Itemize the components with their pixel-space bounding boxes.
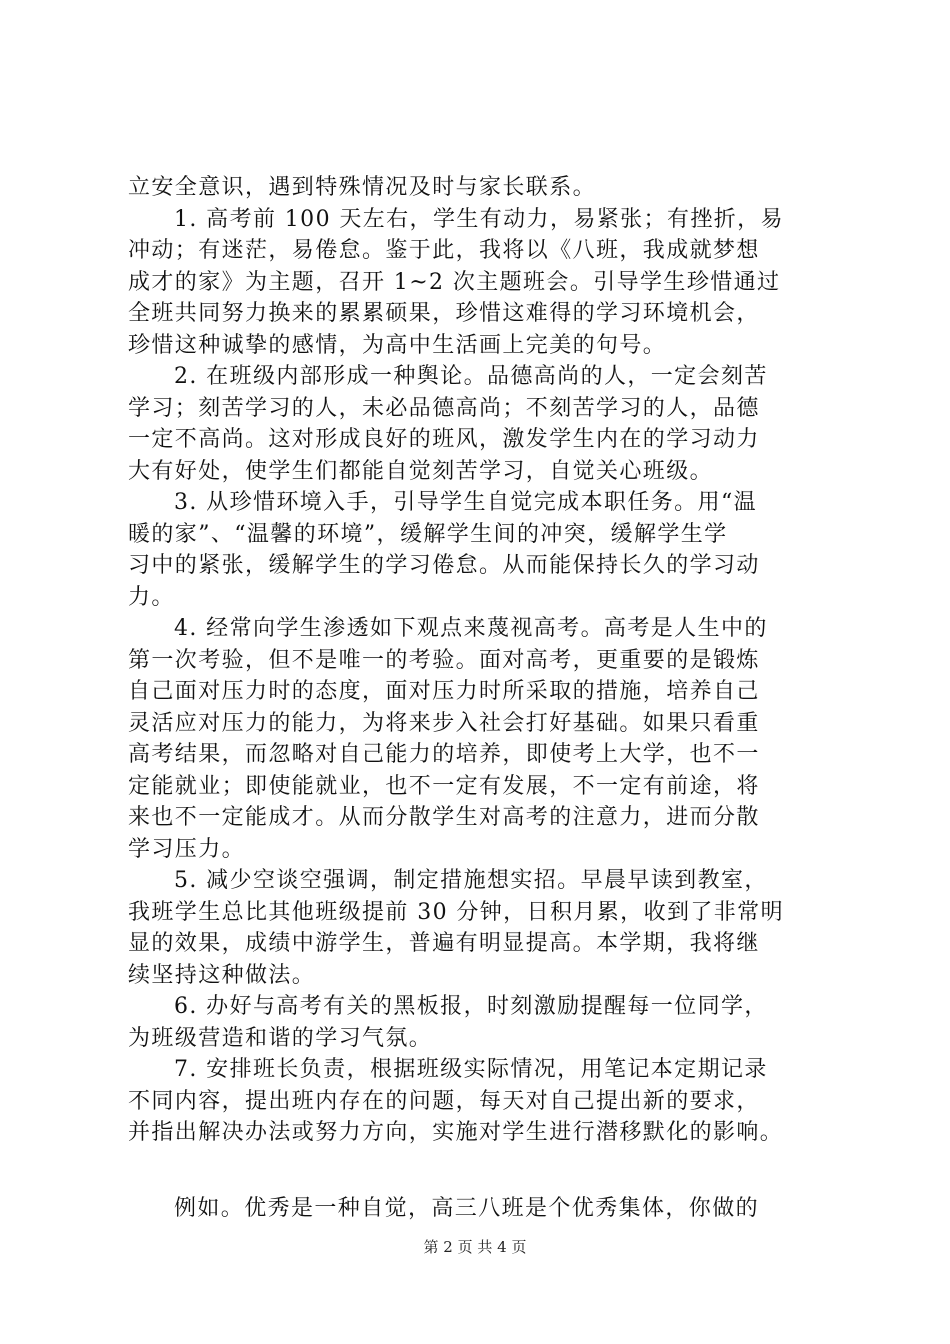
text-line: 冲动；有迷茫，易倦怠。鉴于此，我将以《八班，我成就梦想: [128, 238, 760, 263]
text-line: 高考结果，而忽略对自己能力的培养，即使考上大学，也不一: [128, 742, 760, 767]
text-line: 定能就业；即使能就业，也不一定有发展，不一定有前途，将: [128, 773, 760, 799]
paragraph-3-start: 3. 从珍惜环境入手，引导学生自觉完成本职任务。用“温: [174, 490, 758, 515]
text-line: 一定不高尚。这对形成良好的班风，激发学生内在的学习动力: [128, 427, 760, 452]
paragraph-gap: [128, 1149, 848, 1193]
text-line: 学习；刻苦学习的人，未必品德高尚；不刻苦学习的人，品德: [128, 395, 760, 421]
paragraph-4-start: 4. 经常向学生渗透如下观点来蔑视高考。高考是人生中的: [174, 616, 768, 641]
text-line: 不同内容，提出班内存在的问题，每天对自己提出新的要求，: [128, 1088, 760, 1114]
page-number-footer: 第 2 页 共 4 页: [423, 1238, 527, 1256]
document-body: [128, 172, 848, 1224]
text-line: 自己面对压力时的态度，面对压力时所采取的措施，培养自己: [128, 679, 760, 704]
paragraph-7-start: 7. 安排班长负责，根据班级实际情况，用笔记本定期记录: [174, 1057, 768, 1082]
text-line: 第一次考验，但不是唯一的考验。面对高考，更重要的是锻炼: [128, 647, 760, 673]
text-line: 续坚持这种做法。: [128, 962, 316, 988]
text-line: 力。: [128, 584, 175, 610]
text-line: 学习压力。: [128, 836, 246, 862]
text-line: 珍惜这种诚挚的感情，为高中生活画上完美的句号。: [128, 332, 667, 358]
text-line: 并指出解决办法或努力方向，实施对学生进行潜移默化的影响。: [128, 1120, 784, 1145]
paragraph-example-start: 例如。优秀是一种自觉，高三八班是个优秀集体，你做的: [174, 1195, 760, 1221]
paragraph-2-start: 2. 在班级内部形成一种舆论。品德高尚的人，一定会刻苦: [174, 364, 768, 389]
text-line: 习中的紧张，缓解学生的学习倦怠。从而能保持长久的学习动: [128, 553, 760, 578]
text-line: 成才的家》为主题，召开 1~2 次主题班会。引导学生珍惜通过: [128, 269, 781, 295]
text-line: 全班共同努力换来的累累硕果，珍惜这难得的学习环境机会，: [128, 301, 760, 326]
paragraph-1-start: 1. 高考前 100 天左右，学生有动力，易紧张；有挫折，易: [174, 206, 784, 232]
paragraph-5-start: 5. 减少空谈空强调，制定措施想实招。早晨早读到教室，: [174, 868, 768, 893]
paragraph-6-start: 6. 办好与高考有关的黑板报，时刻激励提醒每一位同学，: [174, 994, 768, 1019]
text-line: 大有好处，使学生们都能自觉刻苦学习，自觉关心班级。: [128, 458, 714, 484]
text-line: 来也不一定能成才。从而分散学生对高考的注意力，进而分散: [128, 805, 760, 830]
text-line: 为班级营造和谐的学习气氛。: [128, 1025, 433, 1051]
text-line: 立安全意识，遇到特殊情况及时与家长联系。: [128, 175, 597, 200]
text-line: 暖的家”、“温馨的环境”，缓解学生间的冲突，缓解学生学: [128, 521, 728, 547]
text-line: 我班学生总比其他班级提前 30 分钟，日积月累，收到了非常明: [128, 899, 784, 925]
text-line: 灵活应对压力的能力，为将来步入社会打好基础。如果只看重: [128, 710, 760, 736]
text-line: 显的效果，成绩中游学生，普遍有明显提高。本学期，我将继: [128, 931, 760, 956]
